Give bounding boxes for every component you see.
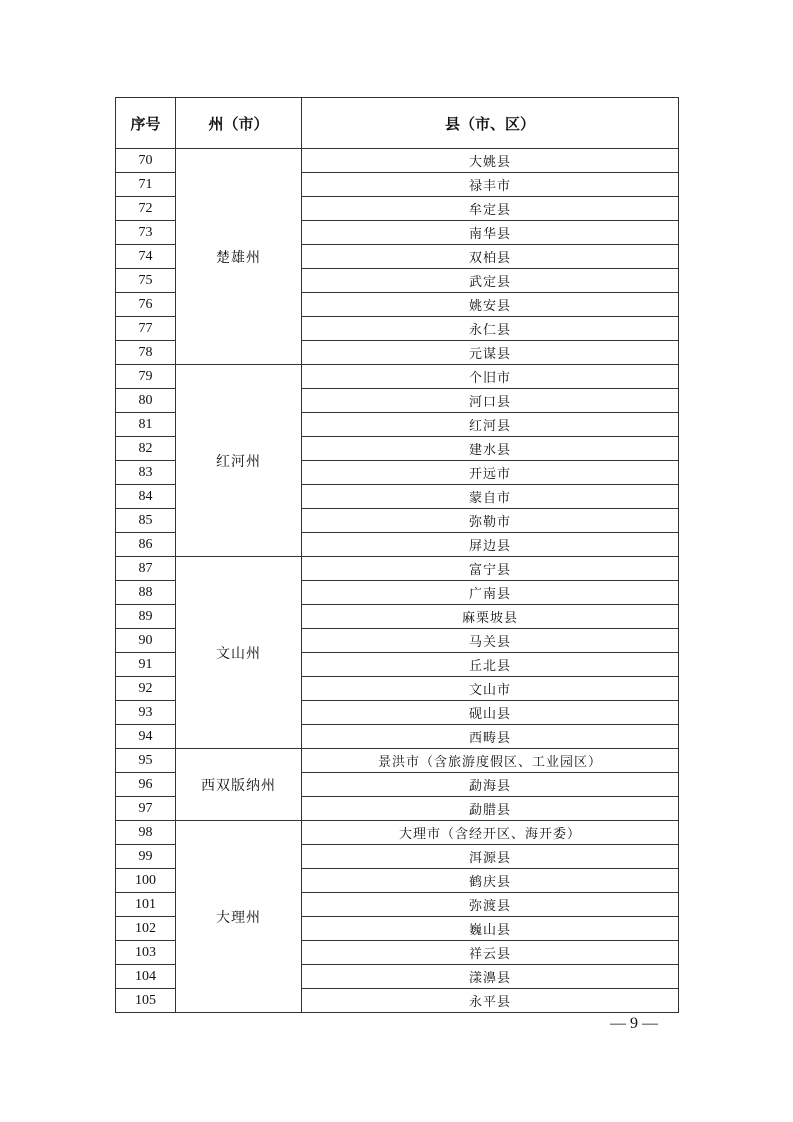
row-number: 72 [116,197,176,221]
county-cell: 富宁县 [302,557,679,581]
county-cell: 鹤庆县 [302,869,679,893]
row-number: 75 [116,269,176,293]
row-number: 80 [116,389,176,413]
header-no: 序号 [116,98,176,149]
county-cell: 勐腊县 [302,797,679,821]
row-number: 86 [116,533,176,557]
county-cell: 丘北县 [302,653,679,677]
county-cell: 牟定县 [302,197,679,221]
row-number: 76 [116,293,176,317]
row-number: 96 [116,773,176,797]
prefecture-cell: 大理州 [176,821,302,1013]
county-cell: 弥勒市 [302,509,679,533]
row-number: 82 [116,437,176,461]
row-number: 81 [116,413,176,437]
row-number: 78 [116,341,176,365]
prefecture-cell: 楚雄州 [176,149,302,365]
county-cell: 广南县 [302,581,679,605]
row-number: 105 [116,989,176,1013]
header-prefecture: 州（市） [176,98,302,149]
table-row [116,749,679,773]
row-number: 74 [116,245,176,269]
row-number: 73 [116,221,176,245]
row-number: 90 [116,629,176,653]
county-cell: 永仁县 [302,317,679,341]
county-cell: 马关县 [302,629,679,653]
table-row [116,821,679,845]
row-number: 97 [116,797,176,821]
county-cell: 南华县 [302,221,679,245]
page-number: — 9 — [610,1015,658,1032]
county-cell: 元谋县 [302,341,679,365]
county-cell: 祥云县 [302,941,679,965]
row-number: 102 [116,917,176,941]
county-table [115,97,679,1013]
row-number: 92 [116,677,176,701]
county-cell: 砚山县 [302,701,679,725]
row-number: 100 [116,869,176,893]
county-cell: 景洪市（含旅游度假区、工业园区） [302,749,679,773]
row-number: 95 [116,749,176,773]
county-cell: 武定县 [302,269,679,293]
county-cell: 文山市 [302,677,679,701]
table-body [116,149,679,1013]
table-row [116,149,679,173]
county-cell: 红河县 [302,413,679,437]
row-number: 104 [116,965,176,989]
row-number: 83 [116,461,176,485]
county-cell: 永平县 [302,989,679,1013]
county-cell: 西畴县 [302,725,679,749]
row-number: 77 [116,317,176,341]
prefecture-cell: 文山州 [176,557,302,749]
row-number: 91 [116,653,176,677]
county-cell: 蒙自市 [302,485,679,509]
county-cell: 屏边县 [302,533,679,557]
county-cell: 弥渡县 [302,893,679,917]
county-cell: 禄丰市 [302,173,679,197]
county-cell: 洱源县 [302,845,679,869]
county-cell: 双柏县 [302,245,679,269]
row-number: 93 [116,701,176,725]
row-number: 79 [116,365,176,389]
county-cell: 开远市 [302,461,679,485]
county-cell: 建水县 [302,437,679,461]
row-number: 98 [116,821,176,845]
county-cell: 个旧市 [302,365,679,389]
county-cell: 麻栗坡县 [302,605,679,629]
row-number: 87 [116,557,176,581]
row-number: 71 [116,173,176,197]
table-row [116,557,679,581]
row-number: 99 [116,845,176,869]
prefecture-cell: 西双版纳州 [176,749,302,821]
row-number: 94 [116,725,176,749]
county-cell: 姚安县 [302,293,679,317]
row-number: 88 [116,581,176,605]
county-cell: 勐海县 [302,773,679,797]
county-cell: 大姚县 [302,149,679,173]
row-number: 84 [116,485,176,509]
header-county: 县（市、区） [302,98,679,149]
row-number: 70 [116,149,176,173]
table-row [116,365,679,389]
table-header-row [116,98,679,149]
county-cell: 漾濞县 [302,965,679,989]
row-number: 85 [116,509,176,533]
prefecture-cell: 红河州 [176,365,302,557]
county-cell: 大理市（含经开区、海开委） [302,821,679,845]
county-cell: 巍山县 [302,917,679,941]
county-cell: 河口县 [302,389,679,413]
row-number: 101 [116,893,176,917]
row-number: 103 [116,941,176,965]
row-number: 89 [116,605,176,629]
